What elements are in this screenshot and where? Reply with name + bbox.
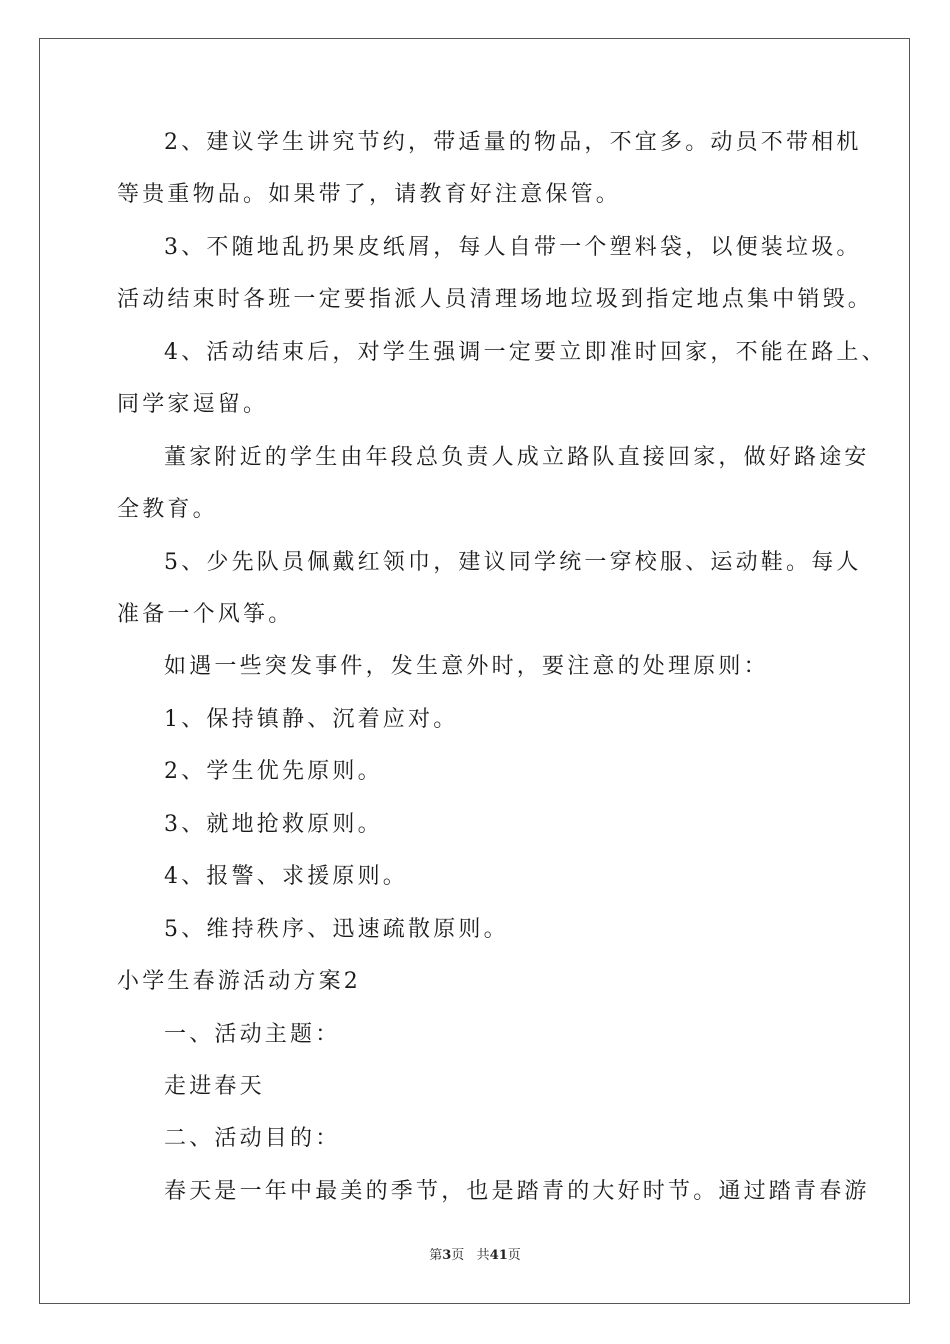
- list-item: 5、维持秩序、迅速疏散原则。: [164, 917, 509, 942]
- section-heading: 二、活动目的：: [164, 1126, 341, 1151]
- paragraph-line: 3、不随地乱扔果皮纸屑，每人自带一个塑料袋，以便装垃圾。: [164, 235, 862, 260]
- page-footer: [0, 1244, 950, 1263]
- total-suffix: 页: [507, 1248, 521, 1263]
- paragraph-line: 5、少先队员佩戴红领巾，建议同学统一穿校服、运动鞋。每人: [164, 550, 862, 575]
- paragraph-line: 董家附近的学生由年段总负责人成立路队直接回家，做好路途安: [164, 445, 870, 470]
- paragraph-line: 活动结束时各班一定要指派人员清理场地垃圾到指定地点集中销毁。: [117, 287, 874, 312]
- paragraph-line: 如遇一些突发事件，发生意外时，要注意的处理原则：: [164, 654, 769, 679]
- paragraph-line: 春天是一年中最美的季节，也是踏青的大好时节。通过踏青春游: [164, 1179, 870, 1204]
- paragraph-line: 准备一个风筝。: [117, 602, 294, 627]
- page-suffix: 页: [451, 1248, 465, 1263]
- page-prefix: 第: [429, 1248, 443, 1263]
- page-number: 3: [442, 1248, 452, 1263]
- paragraph-line: 等贵重物品。如果带了，请教育好注意保管。: [117, 182, 622, 207]
- paragraph-line: 同学家逗留。: [117, 392, 269, 417]
- total-pages: 41: [489, 1248, 508, 1263]
- paragraph-line: 2、建议学生讲究节约，带适量的物品，不宜多。动员不带相机: [164, 130, 862, 155]
- section-heading: 一、活动主题：: [164, 1022, 341, 1047]
- list-item: 2、学生优先原则。: [164, 759, 383, 784]
- list-item: 4、报警、求援原则。: [164, 864, 408, 889]
- paragraph-line: 4、活动结束后，对学生强调一定要立即准时回家，不能在路上、: [164, 340, 887, 365]
- section-title: 小学生春游活动方案2: [117, 969, 361, 994]
- total-prefix: 共: [476, 1248, 490, 1263]
- list-item: 1、保持镇静、沉着应对。: [164, 707, 459, 732]
- list-item: 3、就地抢救原则。: [164, 812, 383, 837]
- paragraph-line: 全教育。: [117, 497, 218, 522]
- paragraph-line: 走进春天: [164, 1074, 265, 1099]
